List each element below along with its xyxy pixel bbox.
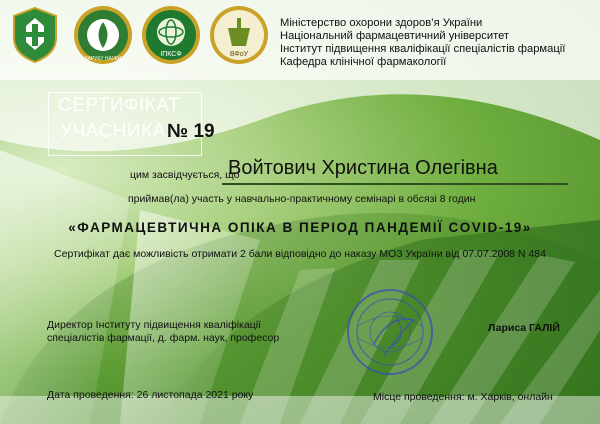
ministry-name: Міністерство охорони здоров’я України	[280, 17, 483, 29]
institute-logo-icon	[140, 4, 202, 66]
ministry-header	[280, 17, 565, 69]
event-date: Дата проведення: 26 листопада 2021 року	[47, 389, 254, 401]
ministry-emblem-icon	[4, 4, 66, 66]
logos-row	[4, 4, 270, 70]
director-line-2: спеціалістів фармації, д. фарм. наук, професор	[47, 332, 280, 344]
director-line-1: Директор Інституту підвищення кваліфікації	[47, 319, 261, 331]
certificate-subtitle: УЧАСНИКА	[60, 121, 166, 142]
event-place: Місце проведення: м. Харків, онлайн	[373, 391, 553, 403]
certifies-text: цим засвідчується, що	[130, 169, 240, 181]
seminar-title: «ФАРМАЦЕВТИЧНА ОПІКА В ПЕРІОД ПАНДЕМІЇ COVID-19»	[68, 220, 532, 235]
director-title	[47, 319, 279, 345]
certificate-number: № 19	[167, 121, 215, 142]
university-logo-icon	[72, 4, 134, 66]
official-stamp-icon	[344, 286, 436, 378]
participant-name: Войтович Христина Олегівна	[228, 157, 498, 179]
institute-logo-text: ІПКСФ	[160, 51, 182, 58]
participation-text: приймав(ла) участь у навчально-практичному семінарі в обсязі 8 годин	[128, 193, 476, 205]
signer-name: Лариса ГАЛІЙ	[488, 322, 560, 334]
institute-name: Інститут підвищення кваліфікації спеціалістів фармації	[280, 43, 566, 55]
points-note: Сертифікат дає можливість отримати 2 бали відповідно до наказу МОЗ України від 07.07.2008 N 484	[54, 248, 546, 260]
university-logo-text: ЗАРУКУ НАУКИ	[84, 56, 122, 62]
department-logo-text: ВФоУ	[229, 51, 249, 58]
certificate-title: СЕРТИФІКАТ	[58, 95, 181, 116]
name-underline	[222, 183, 568, 185]
department-logo-icon	[208, 4, 270, 66]
university-name: Національний фармацевтичний університет	[280, 30, 510, 42]
department-name: Кафедра клінічної фармакології	[280, 56, 447, 68]
